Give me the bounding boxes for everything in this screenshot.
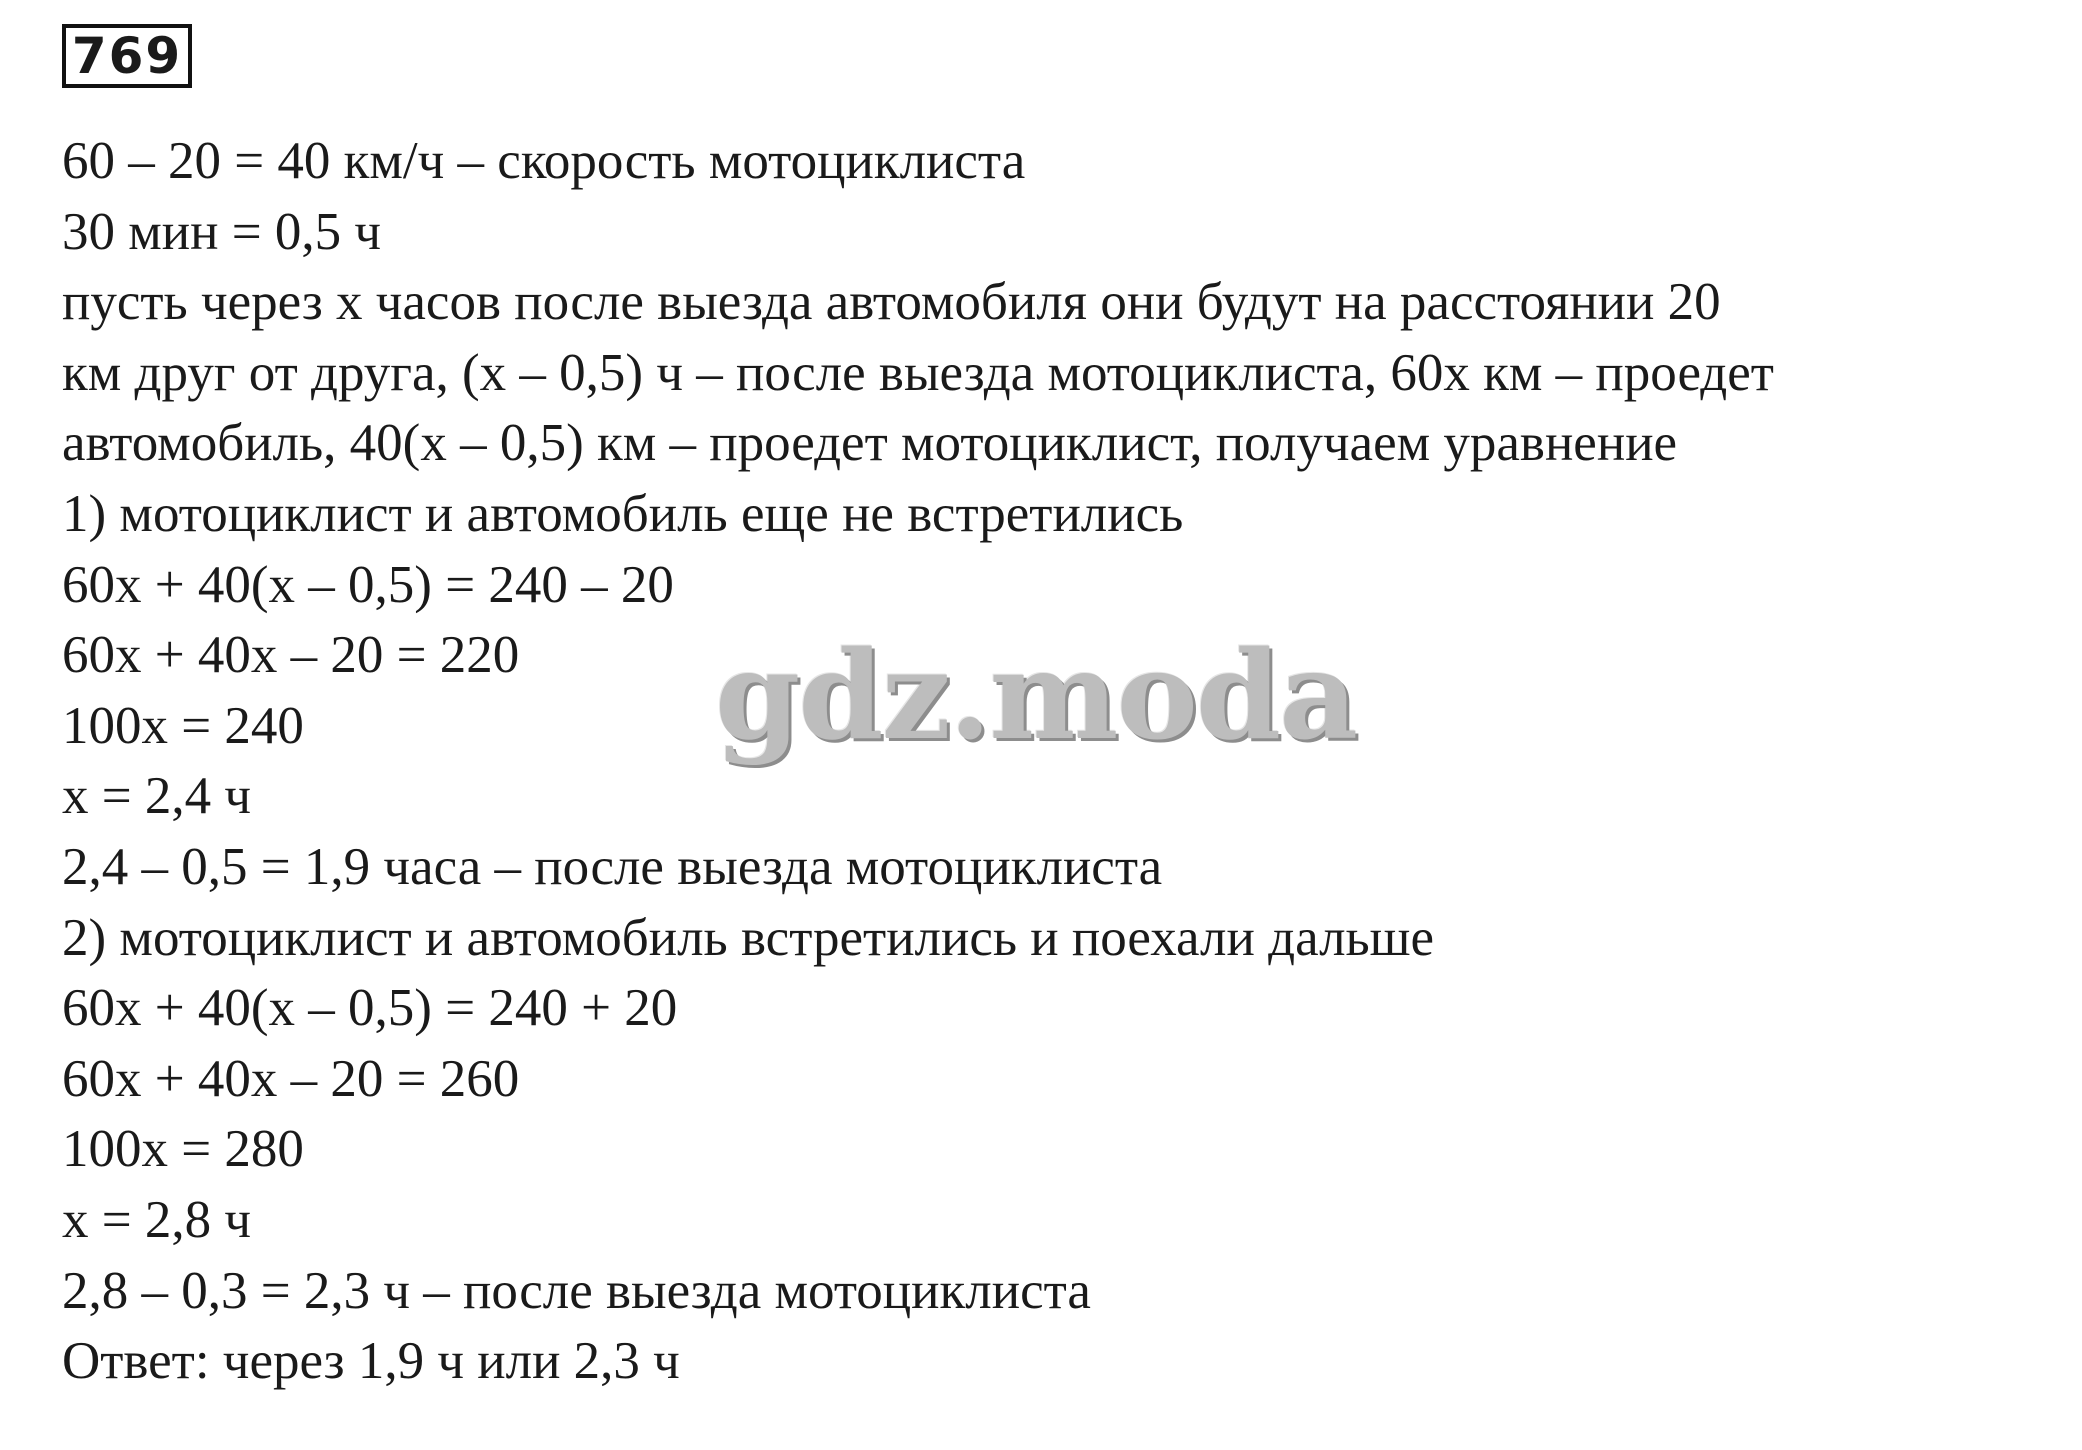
solution-line: 60х + 40х – 20 = 260 xyxy=(62,1049,520,1108)
solution-line: 60х + 40(х – 0,5) = 240 + 20 xyxy=(62,979,678,1038)
solution-line: пусть через х часов после выезда автомобиля они будут на расстоянии 20 xyxy=(62,273,1721,332)
solution-line: 60 – 20 = 40 км/ч – скорость мотоциклиста xyxy=(62,132,1026,190)
solution-line: 60х + 40х – 20 = 220 xyxy=(62,626,520,685)
solution-line: 100х = 240 xyxy=(62,696,304,755)
solution-line: 2,8 – 0,3 = 2,3 ч – после выезда мотоциклиста xyxy=(62,1261,1091,1320)
solution-line: 100х = 280 xyxy=(62,1120,304,1179)
solution-line: км друг от друга, (х – 0,5) ч – после выезда мотоциклиста, 60х км – проедет xyxy=(62,343,1774,402)
solution-line: автомобиль, 40(х – 0,5) км – проедет мотоциклист, получаем уравнение xyxy=(62,414,1678,473)
watermark: gdz.moda xyxy=(715,623,1357,767)
solution-line: 30 мин = 0,5 ч xyxy=(62,202,382,261)
solution-line: 60х + 40(х – 0,5) = 240 – 20 xyxy=(62,555,674,614)
problem-number: 769 xyxy=(62,24,192,88)
solution-line: Ответ: через 1,9 ч или 2,3 ч xyxy=(62,1332,680,1391)
solution-line: х = 2,8 ч xyxy=(62,1190,252,1249)
solution-line: 1) мотоциклист и автомобиль еще не встретились xyxy=(62,484,1184,543)
solution-line: 2,4 – 0,5 = 1,9 часа – после выезда мотоциклиста xyxy=(62,837,1163,896)
solution-line: х = 2,4 ч xyxy=(62,767,252,826)
solution-line: 2) мотоциклист и автомобиль встретились и поехали дальше xyxy=(62,908,1435,967)
